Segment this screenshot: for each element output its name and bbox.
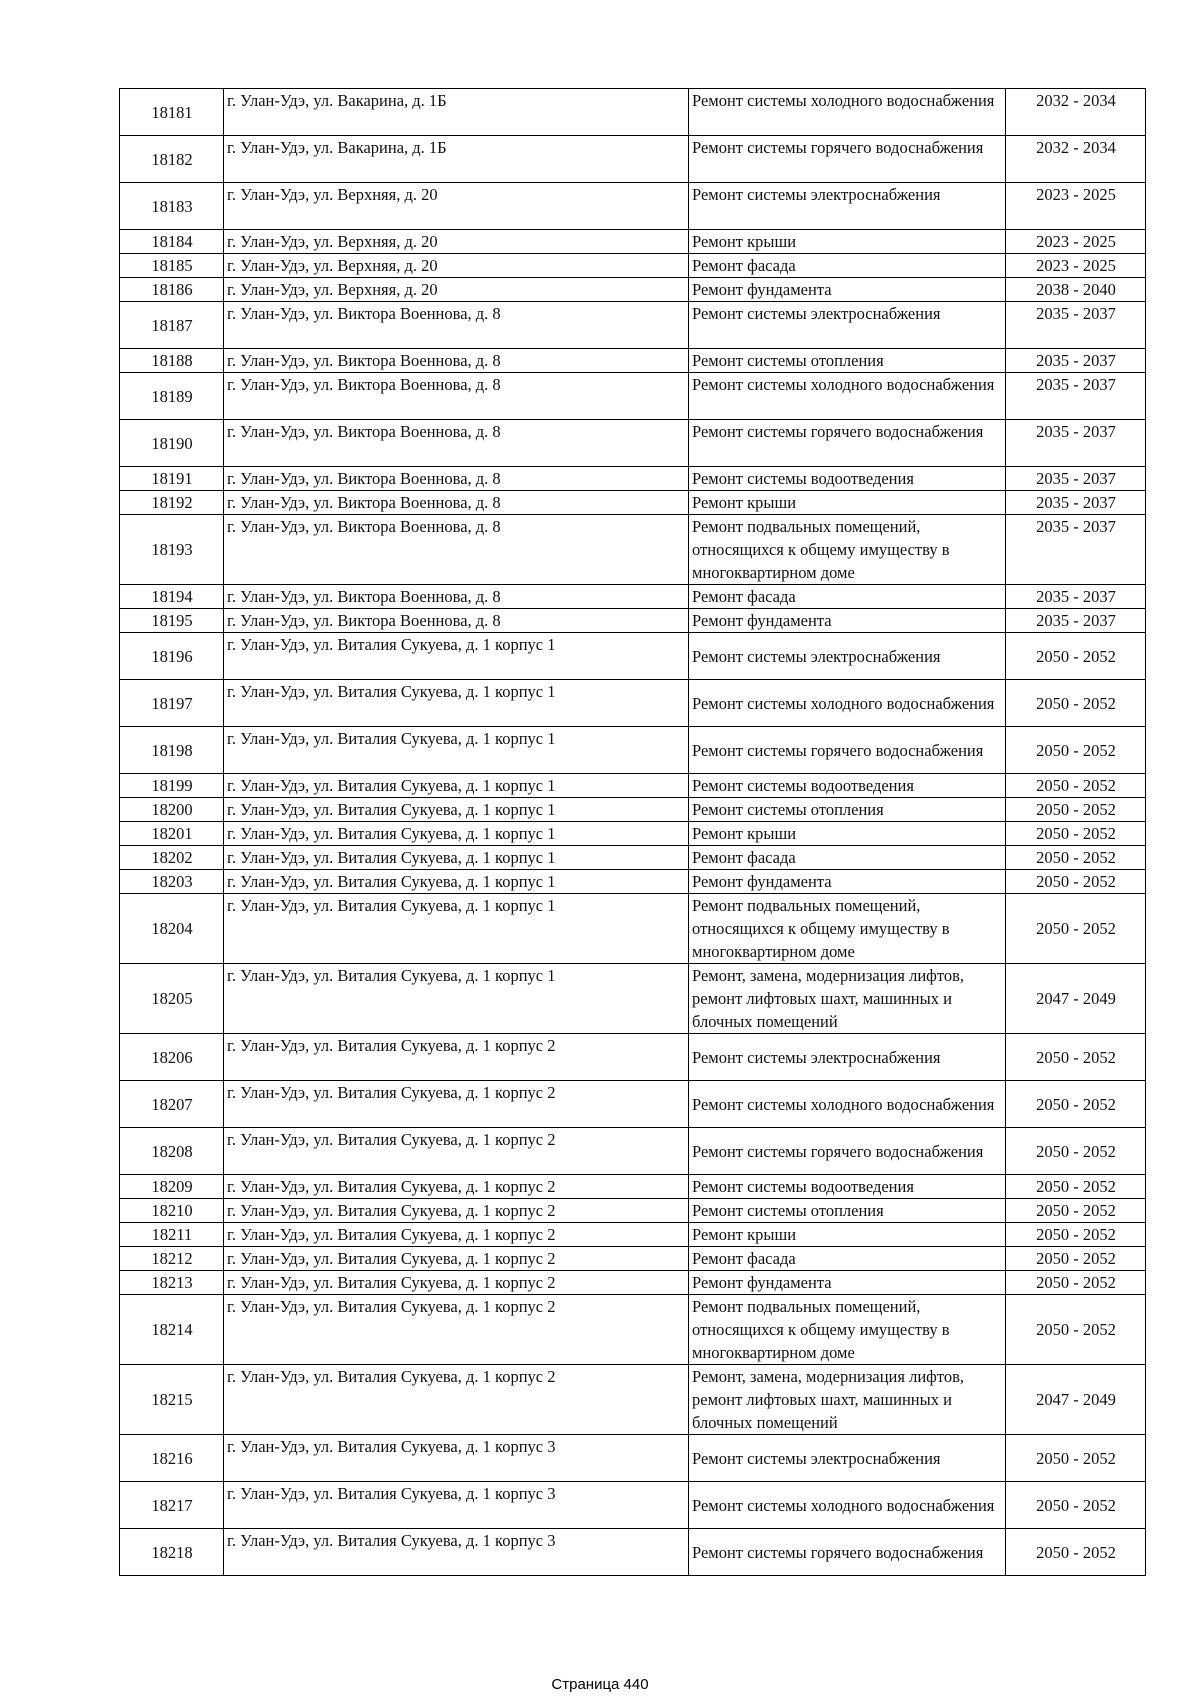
row-number-cell: 18209 xyxy=(120,1175,224,1199)
address-cell: г. Улан-Удэ, ул. Виталия Сукуева, д. 1 корпус 1 xyxy=(224,870,689,894)
table-row xyxy=(120,798,1146,822)
work-type-cell: Ремонт фундамента xyxy=(689,278,1006,302)
table-row xyxy=(120,467,1146,491)
period-cell: 2035 - 2037 xyxy=(1006,373,1146,420)
period-cell: 2050 - 2052 xyxy=(1006,1128,1146,1175)
row-number-cell: 18193 xyxy=(120,515,224,585)
table-row xyxy=(120,1223,1146,1247)
table-row xyxy=(120,964,1146,1034)
work-type-cell: Ремонт системы водоотведения xyxy=(689,774,1006,798)
address-cell: г. Улан-Удэ, ул. Виталия Сукуева, д. 1 корпус 2 xyxy=(224,1247,689,1271)
period-cell: 2050 - 2052 xyxy=(1006,1199,1146,1223)
work-type-cell: Ремонт системы отопления xyxy=(689,1199,1006,1223)
work-type-cell: Ремонт фундамента xyxy=(689,1271,1006,1295)
row-number-cell: 18196 xyxy=(120,633,224,680)
row-number-cell: 18184 xyxy=(120,230,224,254)
work-type-cell: Ремонт системы горячего водоснабжения xyxy=(689,136,1006,183)
table-row xyxy=(120,1435,1146,1482)
table-row xyxy=(120,774,1146,798)
address-cell: г. Улан-Удэ, ул. Вакарина, д. 1Б xyxy=(224,136,689,183)
period-cell: 2050 - 2052 xyxy=(1006,1034,1146,1081)
row-number-cell: 18195 xyxy=(120,609,224,633)
period-cell: 2035 - 2037 xyxy=(1006,609,1146,633)
work-type-cell: Ремонт системы холодного водоснабжения xyxy=(689,373,1006,420)
address-cell: г. Улан-Удэ, ул. Виталия Сукуева, д. 1 корпус 2 xyxy=(224,1295,689,1365)
table-row xyxy=(120,846,1146,870)
work-type-cell: Ремонт фасада xyxy=(689,254,1006,278)
table-row xyxy=(120,491,1146,515)
table-row xyxy=(120,680,1146,727)
address-cell: г. Улан-Удэ, ул. Виталия Сукуева, д. 1 корпус 3 xyxy=(224,1482,689,1529)
work-type-cell: Ремонт системы отопления xyxy=(689,349,1006,373)
work-type-cell: Ремонт системы холодного водоснабжения xyxy=(689,1081,1006,1128)
table-row xyxy=(120,515,1146,585)
address-cell: г. Улан-Удэ, ул. Верхняя, д. 20 xyxy=(224,278,689,302)
address-cell: г. Улан-Удэ, ул. Виктора Военнова, д. 8 xyxy=(224,585,689,609)
table-row xyxy=(120,136,1146,183)
period-cell: 2050 - 2052 xyxy=(1006,727,1146,774)
row-number-cell: 18197 xyxy=(120,680,224,727)
table-row xyxy=(120,1175,1146,1199)
table-row xyxy=(120,585,1146,609)
row-number-cell: 18213 xyxy=(120,1271,224,1295)
address-cell: г. Улан-Удэ, ул. Виктора Военнова, д. 8 xyxy=(224,491,689,515)
row-number-cell: 18216 xyxy=(120,1435,224,1482)
row-number-cell: 18192 xyxy=(120,491,224,515)
repair-schedule-table xyxy=(119,88,1146,1576)
row-number-cell: 18210 xyxy=(120,1199,224,1223)
address-cell: г. Улан-Удэ, ул. Виталия Сукуева, д. 1 корпус 2 xyxy=(224,1199,689,1223)
period-cell: 2050 - 2052 xyxy=(1006,1435,1146,1482)
work-type-cell: Ремонт системы холодного водоснабжения xyxy=(689,89,1006,136)
period-cell: 2038 - 2040 xyxy=(1006,278,1146,302)
address-cell: г. Улан-Удэ, ул. Виктора Военнова, д. 8 xyxy=(224,349,689,373)
work-type-cell: Ремонт системы горячего водоснабжения xyxy=(689,420,1006,467)
period-cell: 2050 - 2052 xyxy=(1006,680,1146,727)
work-type-cell: Ремонт системы электроснабжения xyxy=(689,633,1006,680)
period-cell: 2050 - 2052 xyxy=(1006,1271,1146,1295)
work-type-cell: Ремонт фасада xyxy=(689,1247,1006,1271)
period-cell: 2035 - 2037 xyxy=(1006,302,1146,349)
address-cell: г. Улан-Удэ, ул. Виктора Военнова, д. 8 xyxy=(224,515,689,585)
row-number-cell: 18206 xyxy=(120,1034,224,1081)
row-number-cell: 18181 xyxy=(120,89,224,136)
row-number-cell: 18203 xyxy=(120,870,224,894)
address-cell: г. Улан-Удэ, ул. Виталия Сукуева, д. 1 корпус 1 xyxy=(224,822,689,846)
work-type-cell: Ремонт крыши xyxy=(689,491,1006,515)
period-cell: 2035 - 2037 xyxy=(1006,349,1146,373)
address-cell: г. Улан-Удэ, ул. Виталия Сукуева, д. 1 корпус 1 xyxy=(224,846,689,870)
address-cell: г. Улан-Удэ, ул. Виталия Сукуева, д. 1 корпус 2 xyxy=(224,1365,689,1435)
address-cell: г. Улан-Удэ, ул. Виктора Военнова, д. 8 xyxy=(224,609,689,633)
work-type-cell: Ремонт, замена, модернизация лифтов, ремонт лифтовых шахт, машинных и блочных помещений xyxy=(689,964,1006,1034)
row-number-cell: 18186 xyxy=(120,278,224,302)
work-type-cell: Ремонт фундамента xyxy=(689,870,1006,894)
work-type-cell: Ремонт системы горячего водоснабжения xyxy=(689,1529,1006,1576)
period-cell: 2050 - 2052 xyxy=(1006,1295,1146,1365)
address-cell: г. Улан-Удэ, ул. Виталия Сукуева, д. 1 корпус 2 xyxy=(224,1223,689,1247)
period-cell: 2050 - 2052 xyxy=(1006,1175,1146,1199)
row-number-cell: 18185 xyxy=(120,254,224,278)
work-type-cell: Ремонт подвальных помещений, относящихся к общему имуществу в многоквартирном доме xyxy=(689,894,1006,964)
address-cell: г. Улан-Удэ, ул. Верхняя, д. 20 xyxy=(224,230,689,254)
address-cell: г. Улан-Удэ, ул. Виталия Сукуева, д. 1 корпус 1 xyxy=(224,964,689,1034)
period-cell: 2050 - 2052 xyxy=(1006,822,1146,846)
table-row xyxy=(120,373,1146,420)
address-cell: г. Улан-Удэ, ул. Виктора Военнова, д. 8 xyxy=(224,420,689,467)
work-type-cell: Ремонт системы водоотведения xyxy=(689,467,1006,491)
period-cell: 2050 - 2052 xyxy=(1006,846,1146,870)
table-row xyxy=(120,1295,1146,1365)
period-cell: 2050 - 2052 xyxy=(1006,1223,1146,1247)
work-type-cell: Ремонт подвальных помещений, относящихся к общему имуществу в многоквартирном доме xyxy=(689,515,1006,585)
page-number: Страница 440 xyxy=(551,1676,649,1693)
address-cell: г. Улан-Удэ, ул. Виталия Сукуева, д. 1 корпус 2 xyxy=(224,1271,689,1295)
address-cell: г. Улан-Удэ, ул. Виталия Сукуева, д. 1 корпус 1 xyxy=(224,774,689,798)
address-cell: г. Улан-Удэ, ул. Виктора Военнова, д. 8 xyxy=(224,373,689,420)
row-number-cell: 18199 xyxy=(120,774,224,798)
table-row xyxy=(120,633,1146,680)
table-body xyxy=(120,89,1146,1576)
period-cell: 2050 - 2052 xyxy=(1006,1081,1146,1128)
period-cell: 2035 - 2037 xyxy=(1006,491,1146,515)
work-type-cell: Ремонт подвальных помещений, относящихся к общему имуществу в многоквартирном доме xyxy=(689,1295,1006,1365)
table-row xyxy=(120,230,1146,254)
work-type-cell: Ремонт, замена, модернизация лифтов, ремонт лифтовых шахт, машинных и блочных помещений xyxy=(689,1365,1006,1435)
period-cell: 2050 - 2052 xyxy=(1006,798,1146,822)
row-number-cell: 18182 xyxy=(120,136,224,183)
period-cell: 2050 - 2052 xyxy=(1006,774,1146,798)
address-cell: г. Улан-Удэ, ул. Виталия Сукуева, д. 1 корпус 1 xyxy=(224,633,689,680)
table-row xyxy=(120,894,1146,964)
address-cell: г. Улан-Удэ, ул. Виктора Военнова, д. 8 xyxy=(224,302,689,349)
period-cell: 2023 - 2025 xyxy=(1006,254,1146,278)
work-type-cell: Ремонт фундамента xyxy=(689,609,1006,633)
table-row xyxy=(120,420,1146,467)
table-row xyxy=(120,1081,1146,1128)
period-cell: 2050 - 2052 xyxy=(1006,1529,1146,1576)
row-number-cell: 18200 xyxy=(120,798,224,822)
row-number-cell: 18190 xyxy=(120,420,224,467)
row-number-cell: 18194 xyxy=(120,585,224,609)
table-row xyxy=(120,1034,1146,1081)
period-cell: 2035 - 2037 xyxy=(1006,467,1146,491)
period-cell: 2023 - 2025 xyxy=(1006,183,1146,230)
work-type-cell: Ремонт системы горячего водоснабжения xyxy=(689,727,1006,774)
address-cell: г. Улан-Удэ, ул. Виктора Военнова, д. 8 xyxy=(224,467,689,491)
row-number-cell: 18212 xyxy=(120,1247,224,1271)
work-type-cell: Ремонт системы водоотведения xyxy=(689,1175,1006,1199)
row-number-cell: 18189 xyxy=(120,373,224,420)
table-row xyxy=(120,1199,1146,1223)
row-number-cell: 18214 xyxy=(120,1295,224,1365)
period-cell: 2035 - 2037 xyxy=(1006,420,1146,467)
work-type-cell: Ремонт крыши xyxy=(689,1223,1006,1247)
row-number-cell: 18191 xyxy=(120,467,224,491)
period-cell: 2032 - 2034 xyxy=(1006,136,1146,183)
table-row xyxy=(120,254,1146,278)
table-row xyxy=(120,822,1146,846)
address-cell: г. Улан-Удэ, ул. Верхняя, д. 20 xyxy=(224,254,689,278)
period-cell: 2050 - 2052 xyxy=(1006,894,1146,964)
work-type-cell: Ремонт системы электроснабжения xyxy=(689,183,1006,230)
period-cell: 2032 - 2034 xyxy=(1006,89,1146,136)
address-cell: г. Улан-Удэ, ул. Виталия Сукуева, д. 1 корпус 1 xyxy=(224,680,689,727)
table-row xyxy=(120,727,1146,774)
address-cell: г. Улан-Удэ, ул. Верхняя, д. 20 xyxy=(224,183,689,230)
row-number-cell: 18202 xyxy=(120,846,224,870)
row-number-cell: 18188 xyxy=(120,349,224,373)
work-type-cell: Ремонт системы холодного водоснабжения xyxy=(689,1482,1006,1529)
address-cell: г. Улан-Удэ, ул. Виталия Сукуева, д. 1 корпус 1 xyxy=(224,798,689,822)
address-cell: г. Улан-Удэ, ул. Виталия Сукуева, д. 1 корпус 2 xyxy=(224,1081,689,1128)
row-number-cell: 18217 xyxy=(120,1482,224,1529)
period-cell: 2035 - 2037 xyxy=(1006,585,1146,609)
address-cell: г. Улан-Удэ, ул. Вакарина, д. 1Б xyxy=(224,89,689,136)
row-number-cell: 18183 xyxy=(120,183,224,230)
address-cell: г. Улан-Удэ, ул. Виталия Сукуева, д. 1 корпус 2 xyxy=(224,1175,689,1199)
row-number-cell: 18215 xyxy=(120,1365,224,1435)
table-row xyxy=(120,609,1146,633)
period-cell: 2047 - 2049 xyxy=(1006,964,1146,1034)
table-row xyxy=(120,1271,1146,1295)
work-type-cell: Ремонт системы электроснабжения xyxy=(689,302,1006,349)
work-type-cell: Ремонт системы горячего водоснабжения xyxy=(689,1128,1006,1175)
row-number-cell: 18187 xyxy=(120,302,224,349)
address-cell: г. Улан-Удэ, ул. Виталия Сукуева, д. 1 корпус 1 xyxy=(224,894,689,964)
address-cell: г. Улан-Удэ, ул. Виталия Сукуева, д. 1 корпус 1 xyxy=(224,727,689,774)
address-cell: г. Улан-Удэ, ул. Виталия Сукуева, д. 1 корпус 3 xyxy=(224,1529,689,1576)
period-cell: 2050 - 2052 xyxy=(1006,633,1146,680)
table-row xyxy=(120,1247,1146,1271)
table-row xyxy=(120,870,1146,894)
address-cell: г. Улан-Удэ, ул. Виталия Сукуева, д. 1 корпус 3 xyxy=(224,1435,689,1482)
table-row xyxy=(120,1482,1146,1529)
table-row xyxy=(120,1128,1146,1175)
work-type-cell: Ремонт фасада xyxy=(689,585,1006,609)
row-number-cell: 18198 xyxy=(120,727,224,774)
work-type-cell: Ремонт крыши xyxy=(689,230,1006,254)
period-cell: 2050 - 2052 xyxy=(1006,870,1146,894)
work-type-cell: Ремонт системы отопления xyxy=(689,798,1006,822)
table-row xyxy=(120,1529,1146,1576)
work-type-cell: Ремонт системы электроснабжения xyxy=(689,1435,1006,1482)
period-cell: 2035 - 2037 xyxy=(1006,515,1146,585)
row-number-cell: 18201 xyxy=(120,822,224,846)
table-row xyxy=(120,89,1146,136)
table-row xyxy=(120,349,1146,373)
table-row xyxy=(120,278,1146,302)
table-row xyxy=(120,302,1146,349)
row-number-cell: 18208 xyxy=(120,1128,224,1175)
period-cell: 2050 - 2052 xyxy=(1006,1482,1146,1529)
work-type-cell: Ремонт системы электроснабжения xyxy=(689,1034,1006,1081)
row-number-cell: 18218 xyxy=(120,1529,224,1576)
period-cell: 2047 - 2049 xyxy=(1006,1365,1146,1435)
work-type-cell: Ремонт крыши xyxy=(689,822,1006,846)
work-type-cell: Ремонт фасада xyxy=(689,846,1006,870)
row-number-cell: 18207 xyxy=(120,1081,224,1128)
row-number-cell: 18205 xyxy=(120,964,224,1034)
period-cell: 2023 - 2025 xyxy=(1006,230,1146,254)
work-type-cell: Ремонт системы холодного водоснабжения xyxy=(689,680,1006,727)
address-cell: г. Улан-Удэ, ул. Виталия Сукуева, д. 1 корпус 2 xyxy=(224,1034,689,1081)
row-number-cell: 18204 xyxy=(120,894,224,964)
table-row xyxy=(120,1365,1146,1435)
table-row xyxy=(120,183,1146,230)
address-cell: г. Улан-Удэ, ул. Виталия Сукуева, д. 1 корпус 2 xyxy=(224,1128,689,1175)
period-cell: 2050 - 2052 xyxy=(1006,1247,1146,1271)
row-number-cell: 18211 xyxy=(120,1223,224,1247)
